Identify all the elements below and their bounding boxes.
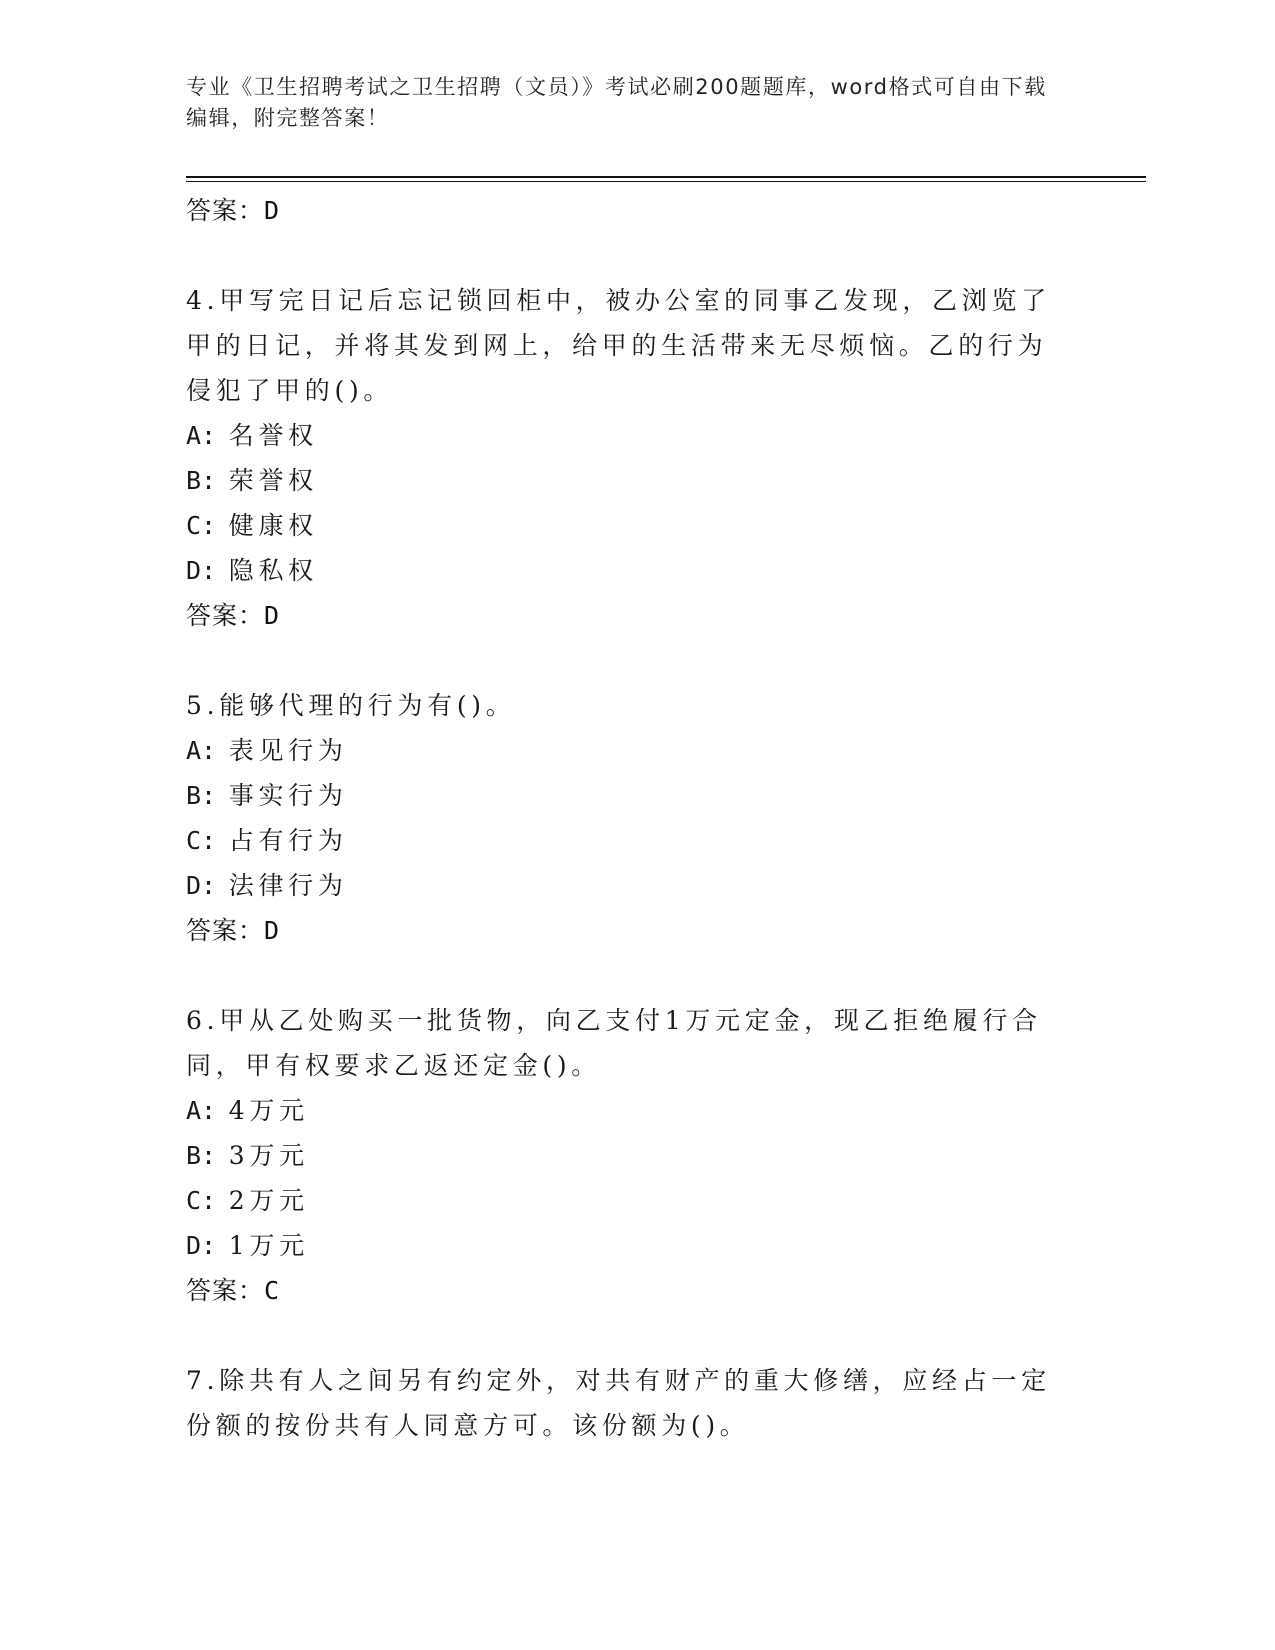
answer-line (186, 593, 1066, 638)
option-text: 3万元 (228, 1141, 309, 1170)
question-item (186, 1358, 1066, 1448)
answer-value: C (264, 1276, 281, 1305)
question-item (186, 683, 1066, 953)
option-text: 占有行为 (228, 826, 348, 855)
option-letter: D: (186, 556, 217, 585)
option-c (186, 1178, 1066, 1223)
option-d (186, 863, 1066, 908)
option-text: 4万元 (228, 1096, 309, 1125)
option-letter: D: (186, 1231, 217, 1260)
option-letter: B: (186, 466, 217, 495)
page-header (186, 72, 1066, 134)
answer-prefix: 答案： (186, 1276, 265, 1305)
option-text: 名誉权 (228, 421, 318, 450)
answer-prefix: 答案： (186, 601, 265, 630)
question-text: 4.甲写完日记后忘记锁回柜中，被办公室的同事乙发现，乙浏览了甲的日记，并将其发到网上，给甲的生活带来无尽烦恼。乙的行为侵犯了甲的()。 (186, 286, 1051, 405)
option-text: 表见行为 (228, 736, 348, 765)
answer-line (186, 188, 1066, 233)
answer-value: D (264, 601, 281, 630)
option-letter: B: (186, 1141, 217, 1170)
option-b (186, 773, 1066, 818)
option-a (186, 728, 1066, 773)
answer-value: D (264, 196, 281, 225)
option-letter: C: (186, 511, 217, 540)
header-rule-thick (186, 176, 1146, 178)
answer-line (186, 908, 1066, 953)
option-text: 事实行为 (228, 781, 348, 810)
option-b (186, 1133, 1066, 1178)
question-text: 7.除共有人之间另有约定外，对共有财产的重大修缮，应经占一定份额的按份共有人同意方可。该份额为()。 (186, 1366, 1051, 1440)
option-letter: A: (186, 736, 217, 765)
option-c (186, 818, 1066, 863)
answer-prefix: 答案： (186, 916, 265, 945)
option-text: 1万元 (228, 1231, 309, 1260)
option-c (186, 503, 1066, 548)
header-rule-thin (186, 181, 1146, 182)
option-a (186, 413, 1066, 458)
option-letter: B: (186, 781, 217, 810)
option-a (186, 1088, 1066, 1133)
question-text: 6.甲从乙处购买一批货物，向乙支付1万元定金，现乙拒绝履行合同，甲有权要求乙返还定金()。 (186, 1006, 1042, 1080)
option-letter: C: (186, 826, 217, 855)
question-list (186, 188, 1066, 1448)
answer-value: D (264, 916, 281, 945)
option-text: 荣誉权 (228, 466, 318, 495)
option-letter: D: (186, 871, 217, 900)
answer-prefix: 答案： (186, 196, 265, 225)
option-letter: C: (186, 1186, 217, 1215)
option-text: 隐私权 (228, 556, 318, 585)
document-title: 专业《卫生招聘考试之卫生招聘（文员）》考试必刷200题题库，word格式可自由下载编辑，附完整答案！ (186, 75, 1047, 130)
answer-line (186, 1268, 1066, 1313)
option-letter: A: (186, 1096, 217, 1125)
question-item (186, 278, 1066, 638)
option-text: 健康权 (228, 511, 318, 540)
option-text: 2万元 (228, 1186, 309, 1215)
option-b (186, 458, 1066, 503)
option-d (186, 1223, 1066, 1268)
option-text: 法律行为 (228, 871, 348, 900)
question-item (186, 998, 1066, 1313)
option-letter: A: (186, 421, 217, 450)
option-d (186, 548, 1066, 593)
question-text: 5.能够代理的行为有()。 (186, 691, 516, 720)
